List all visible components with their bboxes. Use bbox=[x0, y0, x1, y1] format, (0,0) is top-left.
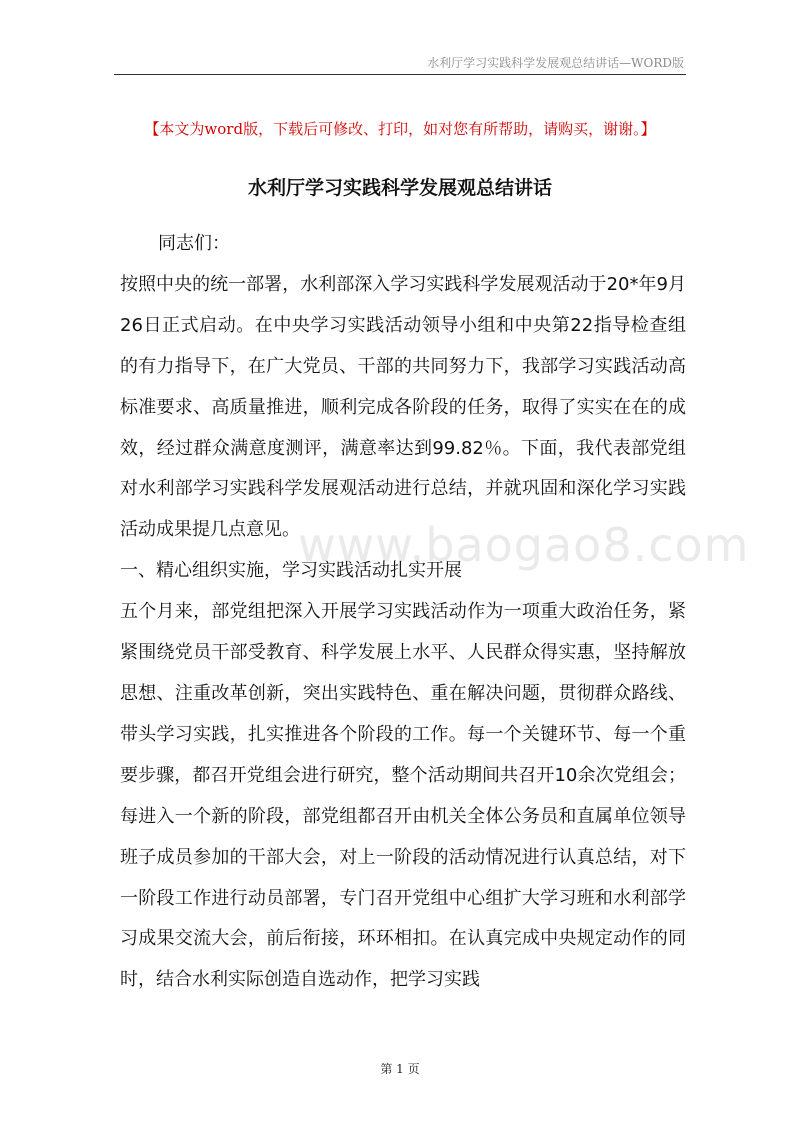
paragraph-section-1: 五个月来，部党组把深入开展学习实践活动作为一项重大政治任务，紧紧围绕党员干部受教育、科学发展上水平、人民群众得实惠，坚持解放思想、注重改革创新，突出实践特色、重在解决问题，贯彻群众路线、带头学习实践，扎实推进各个阶段的工作。每一个关键环节、每一个重要步骤，都召开党组会进行研究，整个活动期间共召开10余次党组会；每进入一个新的阶段，部党组都召开由机关全体公务员和直属单位领导班子成员参加的干部大会，对上一阶段的活动情况进行认真总结，对下一阶段工作进行动员部署，专门召开党组中心组扩大学习班和水利部学习成果交流大会，前后衔接，环环相扣。在认真完成中央规定动作的同时，结合水利实际创造自选动作，把学习实践 bbox=[120, 601, 686, 991]
page-number: 第 1 页 bbox=[380, 1062, 420, 1076]
running-header: 水利厅学习实践科学发展观总结讲话—WORD版 bbox=[427, 56, 684, 70]
purchase-notice: 【本文为word版，下载后可修改、打印，如对您有所帮助，请购买，谢谢。】 bbox=[144, 120, 656, 138]
salutation: 同志们： bbox=[158, 233, 230, 254]
header-divider bbox=[114, 74, 686, 75]
section-heading-1: 一、精心组织实施，学习实践活动扎实开展 bbox=[120, 560, 462, 582]
paragraph-intro: 按照中央的统一部署，水利部深入学习实践科学发展观活动于20*年9月26日正式启动。在中央学习实践活动领导小组和中央第22指导检查组的有力指导下，在广大党员、干部的共同努力下，我部学习实践活动高标准要求、高质量推进，顺利完成各阶段的任务，取得了实实在在的成效，经过群众满意度测评，满意率达到99.82％。下面，我代表部党组对水利部学习实践科学发展观活动进行总结，并就巩固和深化学习实践活动成果提几点意见。 bbox=[120, 273, 686, 541]
document-body bbox=[120, 224, 686, 1001]
watermark: www.baogao8.com bbox=[298, 518, 750, 572]
document-title: 水利厅学习实践科学发展观总结讲话 bbox=[247, 177, 552, 199]
